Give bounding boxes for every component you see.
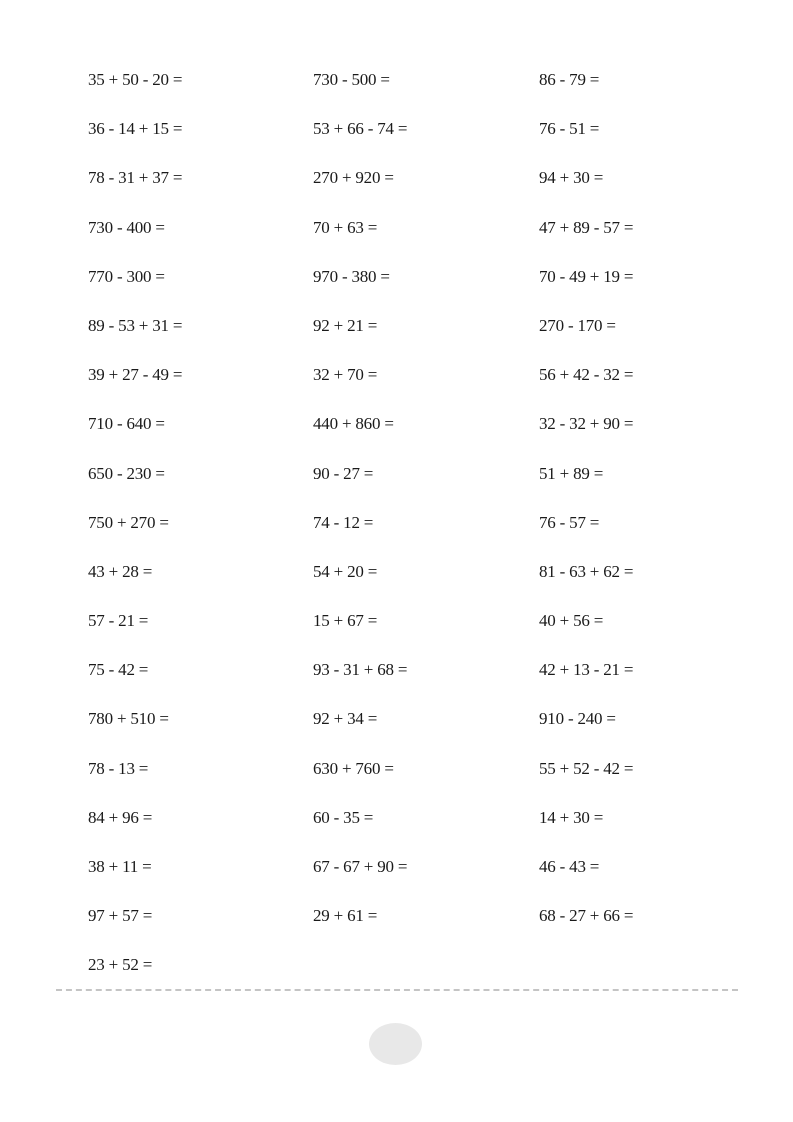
arithmetic-problem: 14 + 30 = [539, 807, 604, 827]
arithmetic-problem: 970 - 380 = [313, 266, 390, 286]
arithmetic-problem: 92 + 21 = [313, 315, 378, 335]
arithmetic-problem: 93 - 31 + 68 = [313, 660, 408, 680]
arithmetic-problem: 730 - 500 = [313, 70, 390, 89]
problem-column-1 [88, 69, 308, 1004]
arithmetic-problem: 53 + 66 - 74 = [313, 119, 408, 139]
arithmetic-problem: 56 + 42 - 32 = [539, 365, 634, 385]
arithmetic-problem: 270 - 170 = [539, 315, 616, 335]
arithmetic-problem: 32 - 32 + 90 = [539, 414, 634, 434]
arithmetic-problem: 750 + 270 = [88, 512, 169, 532]
arithmetic-problem: 29 + 61 = [313, 906, 378, 926]
arithmetic-problem: 70 + 63 = [313, 217, 378, 237]
arithmetic-problem: 75 - 42 = [88, 660, 149, 680]
arithmetic-problem: 39 + 27 - 49 = [88, 365, 183, 385]
dashed-separator [56, 989, 738, 991]
arithmetic-problem: 94 + 30 = [539, 168, 604, 188]
arithmetic-problem: 46 - 43 = [539, 857, 600, 876]
arithmetic-problem: 32 + 70 = [313, 365, 378, 385]
arithmetic-problem: 81 - 63 + 62 = [539, 561, 634, 581]
arithmetic-problem: 74 - 12 = [313, 512, 374, 532]
arithmetic-problem: 43 + 28 = [88, 561, 153, 581]
arithmetic-problem: 90 - 27 = [313, 463, 374, 483]
arithmetic-problem: 70 - 49 + 19 = [539, 266, 634, 286]
arithmetic-problem: 89 - 53 + 31 = [88, 315, 183, 335]
arithmetic-problem: 270 + 920 = [313, 168, 394, 188]
arithmetic-problem: 54 + 20 = [313, 561, 378, 581]
arithmetic-problem: 76 - 57 = [539, 512, 600, 532]
arithmetic-problem: 780 + 510 = [88, 709, 169, 729]
arithmetic-problem: 910 - 240 = [539, 709, 616, 729]
arithmetic-problem: 440 + 860 = [313, 414, 394, 434]
arithmetic-problem: 68 - 27 + 66 = [539, 906, 634, 926]
arithmetic-problem: 76 - 51 = [539, 119, 600, 139]
arithmetic-problem: 67 - 67 + 90 = [313, 857, 408, 876]
arithmetic-problem: 15 + 67 = [313, 611, 378, 631]
arithmetic-problem: 650 - 230 = [88, 463, 165, 483]
arithmetic-problem: 770 - 300 = [88, 266, 165, 286]
arithmetic-problem: 78 - 13 = [88, 758, 149, 778]
arithmetic-problem: 92 + 34 = [313, 709, 378, 729]
arithmetic-problem: 47 + 89 - 57 = [539, 217, 634, 237]
arithmetic-problem: 36 - 14 + 15 = [88, 119, 183, 139]
arithmetic-problem: 51 + 89 = [539, 463, 604, 483]
arithmetic-problem: 35 + 50 - 20 = [88, 70, 183, 89]
arithmetic-problem: 97 + 57 = [88, 906, 153, 926]
arithmetic-problem: 84 + 96 = [88, 807, 153, 827]
arithmetic-problem: 630 + 760 = [313, 758, 394, 778]
problem-column-3 [539, 69, 759, 954]
arithmetic-problem: 40 + 56 = [539, 611, 604, 631]
arithmetic-problem: 57 - 21 = [88, 611, 149, 631]
arithmetic-problem: 60 - 35 = [313, 807, 374, 827]
problem-column-2 [313, 69, 533, 954]
arithmetic-problem: 730 - 400 = [88, 217, 165, 237]
arithmetic-problem: 55 + 52 - 42 = [539, 758, 634, 778]
arithmetic-problem: 38 + 11 = [88, 857, 152, 876]
page-number-badge [369, 1023, 422, 1065]
arithmetic-problem: 42 + 13 - 21 = [539, 660, 634, 680]
arithmetic-problem: 78 - 31 + 37 = [88, 168, 183, 188]
arithmetic-problem: 710 - 640 = [88, 414, 165, 434]
arithmetic-problem: 86 - 79 = [539, 70, 600, 89]
arithmetic-problem: 23 + 52 = [88, 955, 153, 975]
